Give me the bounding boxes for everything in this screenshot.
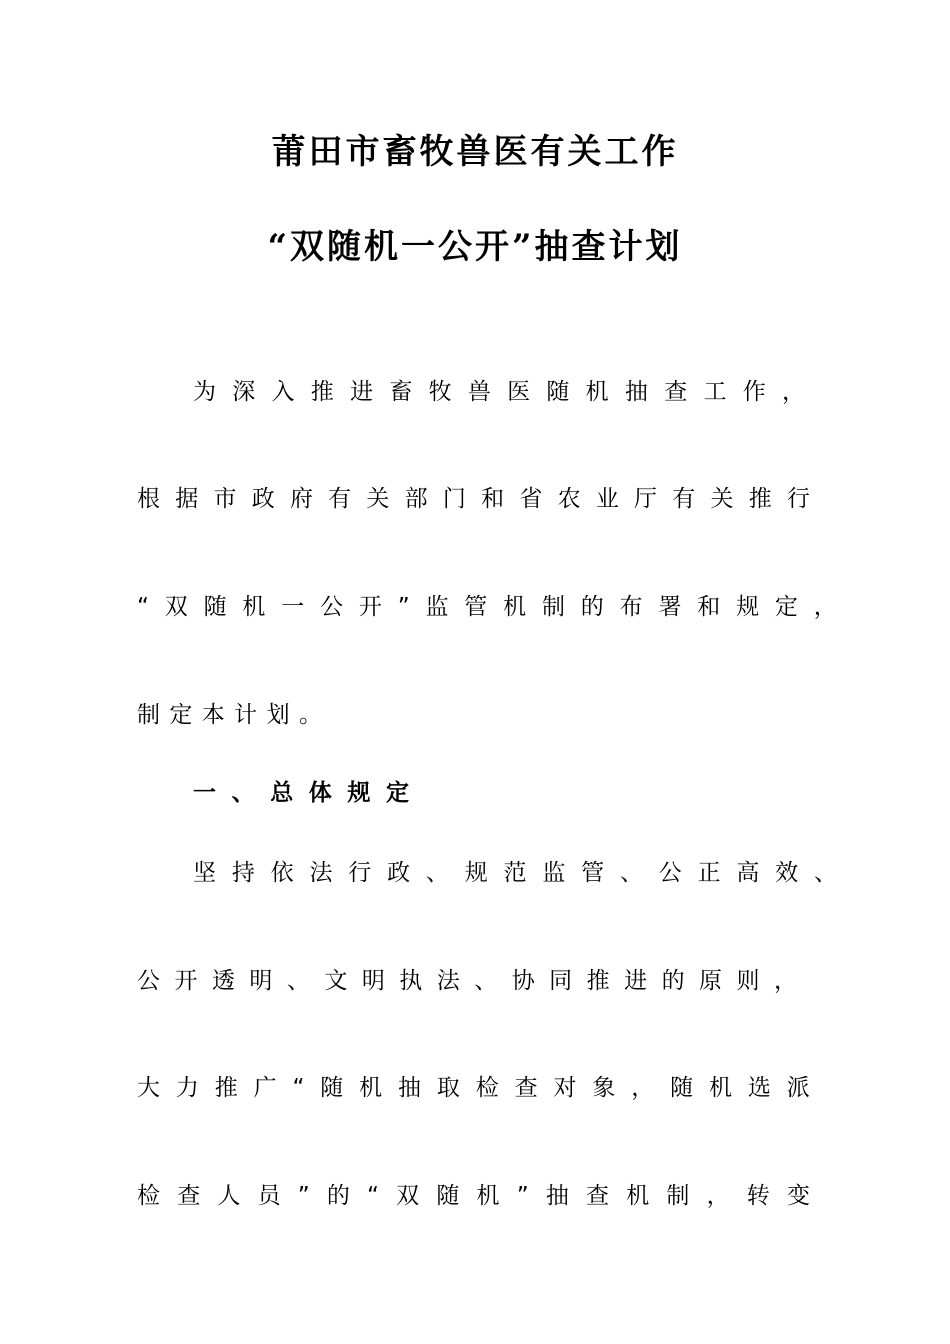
text-char: 制 — [541, 594, 565, 620]
text-char: 监 — [542, 860, 566, 886]
text-char: 的 — [661, 968, 685, 994]
text-char: 行 — [786, 486, 810, 512]
text-char: 一 — [281, 594, 305, 620]
text-char: 门 — [442, 486, 466, 512]
text-char: 取 — [436, 1075, 460, 1101]
text-char: 农 — [557, 486, 581, 512]
body-line-6 — [137, 966, 797, 996]
text-char: 有 — [672, 486, 696, 512]
text-char: 广 — [253, 1075, 277, 1101]
text-char: 人 — [217, 1183, 241, 1209]
text-char: 原 — [699, 968, 723, 994]
text-char: 关 — [710, 486, 734, 512]
text-char: 则 — [736, 968, 760, 994]
text-char: 作 — [742, 379, 766, 405]
text-char: 公 — [658, 860, 682, 886]
text-char: 总 — [270, 780, 294, 806]
text-char: 双 — [164, 594, 188, 620]
body-line-5 — [193, 858, 837, 888]
text-char: 持 — [231, 860, 255, 886]
text-char: 查 — [664, 379, 688, 405]
text-char: 医 — [507, 379, 531, 405]
text-char: 公 — [137, 968, 160, 994]
text-char: ， — [706, 1183, 730, 1209]
text-char: 大 — [137, 1075, 160, 1101]
text-char: 抽 — [398, 1075, 422, 1101]
text-char: 检 — [475, 1075, 499, 1101]
text-char: 查 — [514, 1075, 538, 1101]
text-char: 象 — [592, 1075, 616, 1101]
text-char: 和 — [697, 594, 721, 620]
text-char: 工 — [703, 379, 727, 405]
text-char: 府 — [289, 486, 313, 512]
text-char: 随 — [670, 1075, 694, 1101]
text-char: 随 — [436, 1183, 460, 1209]
text-char: ” — [397, 594, 410, 620]
text-char: 管 — [464, 594, 488, 620]
text-char: 范 — [503, 860, 527, 886]
text-char: 随 — [546, 379, 570, 405]
text-char: 推 — [214, 1075, 238, 1101]
body-line-7 — [137, 1073, 810, 1103]
text-char: 定 — [774, 594, 798, 620]
text-char: 有 — [328, 486, 352, 512]
text-char: 划 — [266, 702, 290, 728]
text-char: 畜 — [389, 379, 413, 405]
text-char: 和 — [481, 486, 505, 512]
text-char: 明 — [361, 968, 385, 994]
text-char: 规 — [736, 594, 760, 620]
text-char: 规 — [464, 860, 488, 886]
text-char: 体 — [308, 780, 332, 806]
text-char: 根 — [137, 486, 160, 512]
text-char: 深 — [232, 379, 256, 405]
text-char: 兽 — [467, 379, 491, 405]
text-char: 法 — [436, 968, 460, 994]
text-char: 同 — [549, 968, 573, 994]
text-char: 法 — [309, 860, 333, 886]
text-char: 协 — [511, 968, 535, 994]
text-char: ， — [813, 594, 837, 620]
text-char: 推 — [748, 486, 772, 512]
text-char: 力 — [175, 1075, 199, 1101]
text-char: “ — [367, 1183, 379, 1209]
text-char: 规 — [347, 780, 371, 806]
text-char: ” — [516, 1183, 529, 1209]
body-line-3 — [137, 592, 837, 622]
text-char: 制 — [137, 702, 160, 728]
text-char: 正 — [697, 860, 721, 886]
text-char: 厅 — [634, 486, 658, 512]
text-char: 机 — [626, 1183, 650, 1209]
text-char: ， — [781, 379, 805, 405]
text-char: 、 — [619, 860, 643, 886]
text-char: 双 — [396, 1183, 420, 1209]
text-char: 计 — [234, 702, 258, 728]
text-char: 、 — [814, 860, 837, 886]
text-char: ， — [631, 1075, 655, 1101]
text-char: 推 — [310, 379, 334, 405]
text-char: 变 — [786, 1183, 810, 1209]
text-char: 转 — [746, 1183, 770, 1209]
text-char: 检 — [137, 1183, 160, 1209]
text-char: 依 — [270, 860, 294, 886]
text-char: 管 — [581, 860, 605, 886]
text-char: 机 — [242, 594, 266, 620]
text-char: 进 — [350, 379, 374, 405]
text-char: 、 — [286, 968, 310, 994]
text-char: 据 — [175, 486, 199, 512]
text-char: 进 — [624, 968, 648, 994]
text-char: 、 — [425, 860, 449, 886]
text-char: 开 — [174, 968, 198, 994]
text-char: 员 — [257, 1183, 281, 1209]
text-char: “ — [292, 1075, 305, 1101]
text-char: 对 — [553, 1075, 577, 1101]
text-char: 、 — [474, 968, 498, 994]
text-char: 机 — [709, 1075, 733, 1101]
section-heading-1 — [193, 778, 409, 808]
text-char: 选 — [747, 1075, 771, 1101]
text-char: 部 — [404, 486, 428, 512]
text-char: “ — [137, 594, 149, 620]
text-char: 政 — [387, 860, 411, 886]
text-char: 随 — [203, 594, 227, 620]
text-char: 派 — [786, 1075, 810, 1101]
text-char: 制 — [666, 1183, 690, 1209]
document-title-line-1: 莆田市畜牧兽医有关工作 — [271, 132, 679, 172]
text-char: 一 — [193, 780, 216, 806]
text-char: 行 — [348, 860, 372, 886]
text-char: 本 — [201, 702, 225, 728]
text-char: 关 — [366, 486, 390, 512]
text-char: 抽 — [545, 1183, 569, 1209]
text-char: 入 — [271, 379, 295, 405]
body-line-4 — [137, 700, 322, 730]
text-char: 开 — [358, 594, 382, 620]
text-char: 监 — [425, 594, 449, 620]
text-char: 机 — [359, 1075, 383, 1101]
text-char: ， — [773, 968, 797, 994]
text-char: 为 — [193, 379, 216, 405]
body-line-1 — [193, 377, 805, 407]
text-char: 机 — [503, 594, 527, 620]
text-char: 的 — [580, 594, 604, 620]
text-char: 的 — [326, 1183, 350, 1209]
text-char: 市 — [213, 486, 237, 512]
text-char: 推 — [586, 968, 610, 994]
body-line-8 — [137, 1181, 810, 1211]
text-char: 执 — [399, 968, 423, 994]
text-char: 机 — [585, 379, 609, 405]
text-char: 定 — [169, 702, 193, 728]
text-char: 抽 — [624, 379, 648, 405]
text-char: 随 — [320, 1075, 344, 1101]
text-char: 政 — [251, 486, 275, 512]
text-char: 牧 — [428, 379, 452, 405]
body-line-2 — [137, 484, 810, 514]
text-char: 高 — [736, 860, 760, 886]
text-char: 文 — [324, 968, 348, 994]
text-char: 机 — [476, 1183, 500, 1209]
text-char: 署 — [658, 594, 682, 620]
text-char: 查 — [586, 1183, 610, 1209]
text-char: 坚 — [193, 860, 216, 886]
text-char: 明 — [249, 968, 273, 994]
text-char: 查 — [177, 1183, 201, 1209]
text-char: 定 — [385, 780, 409, 806]
text-char: 透 — [211, 968, 235, 994]
text-char: 省 — [519, 486, 543, 512]
text-char: 。 — [298, 702, 322, 728]
text-char: 布 — [619, 594, 643, 620]
text-char: 业 — [595, 486, 619, 512]
text-char: 公 — [320, 594, 344, 620]
document-title-line-2: “双随机一公开”抽查计划 — [267, 227, 683, 267]
text-char: 效 — [775, 860, 799, 886]
text-char: ” — [297, 1183, 310, 1209]
text-char: 、 — [231, 780, 255, 806]
